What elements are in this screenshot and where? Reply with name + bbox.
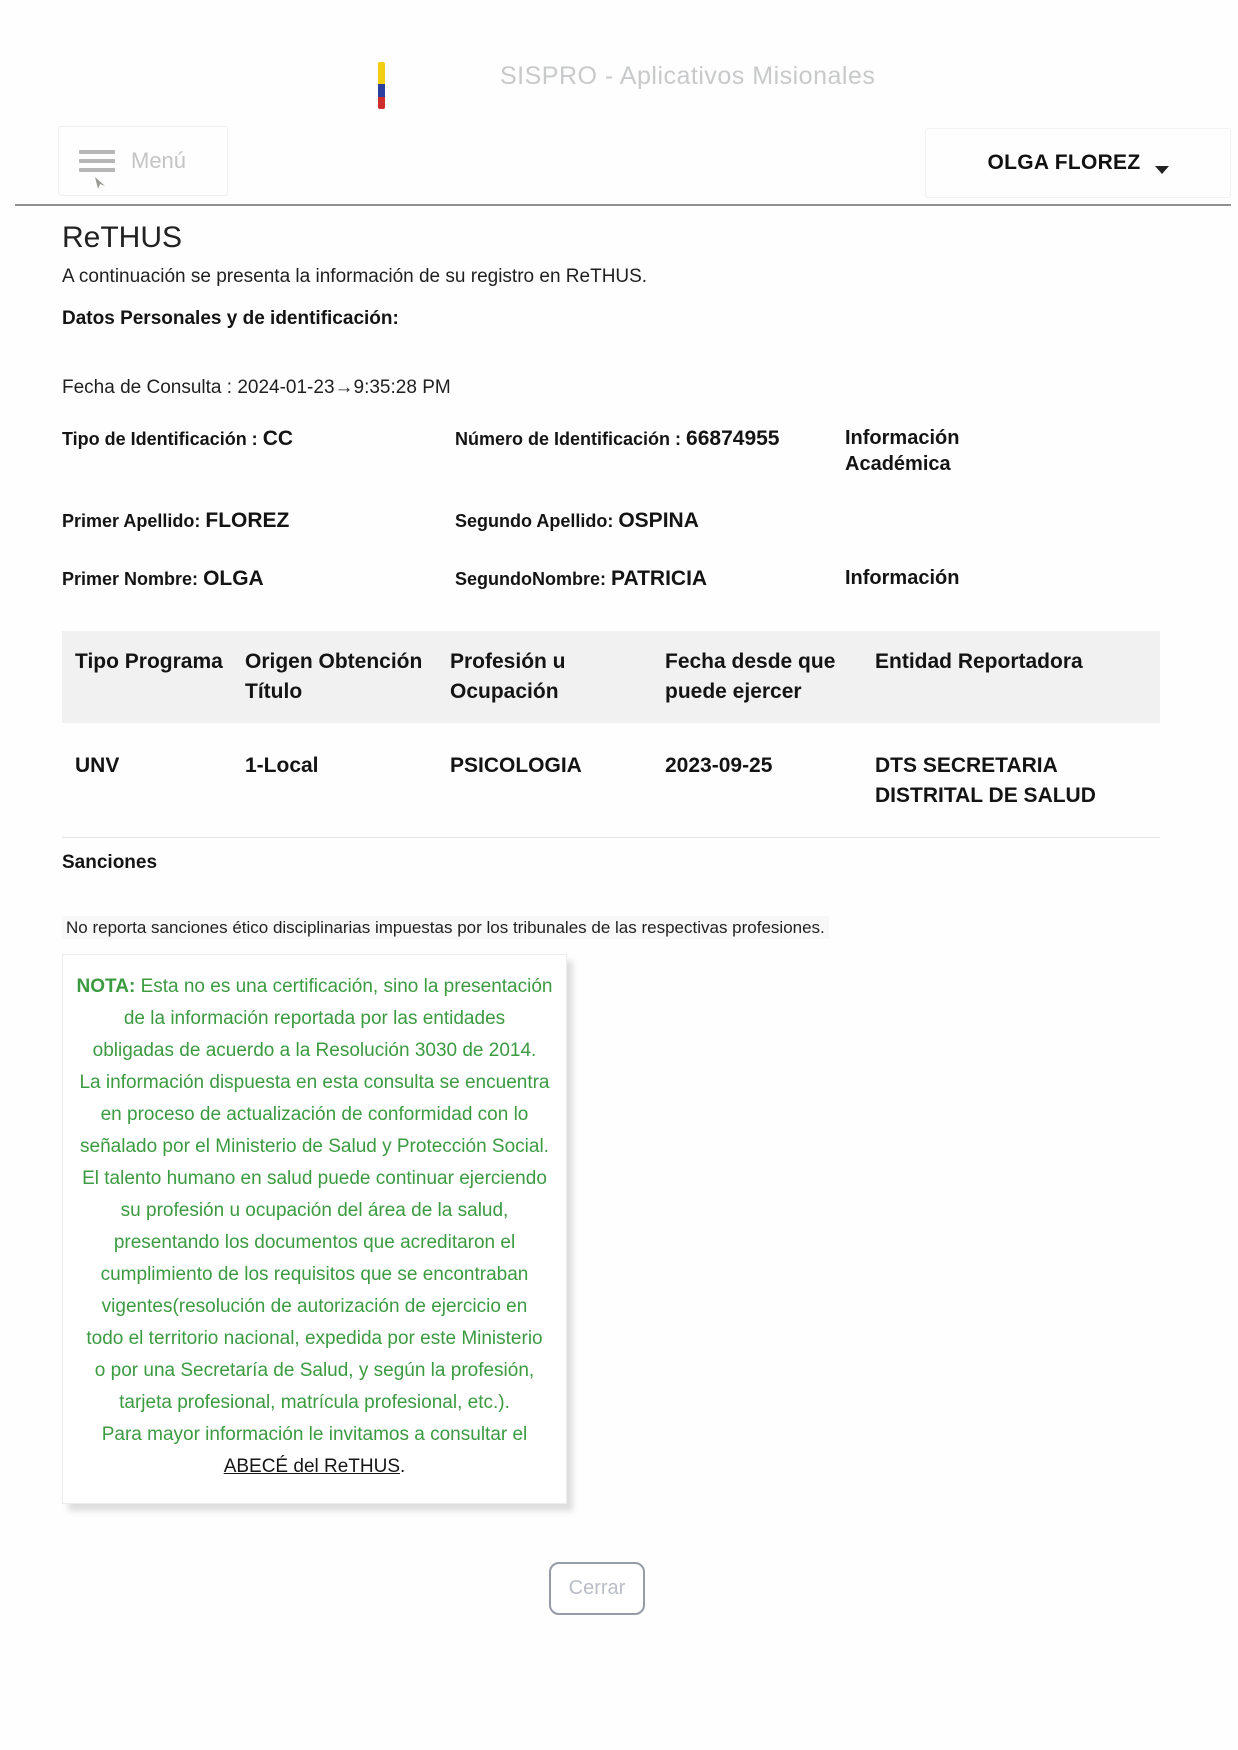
header-divider — [15, 204, 1231, 206]
nota-label: NOTA: — [76, 975, 136, 997]
nota-line: o por una Secretaría de Salud, y según la profesión, — [94, 1359, 535, 1381]
mouse-cursor-icon — [92, 176, 108, 192]
main-content — [62, 221, 1160, 1615]
menu-button-label: Menú — [131, 148, 187, 173]
nota-link-line: ABECÉ del ReTHUS. — [223, 1455, 406, 1477]
nota-line: de la información reportada por las entidades — [123, 1007, 506, 1029]
menu-button[interactable] — [58, 126, 228, 196]
abece-rethus-link[interactable]: ABECÉ del ReTHUS — [223, 1455, 401, 1477]
page-title: ReTHUS — [62, 221, 183, 254]
hamburger-icon — [79, 150, 115, 172]
field-value: 66874955 — [686, 426, 780, 450]
column-header: Entidad Reportadora — [875, 649, 1083, 673]
sanciones-empty-text: No reporta sanciones ético disciplinarias impuestas por los tribunales de las respectivas profesiones. — [62, 918, 1160, 938]
nota-line: tarjeta profesional, matrícula profesional, etc.). — [119, 1391, 510, 1413]
sanciones-heading: Sanciones — [62, 851, 158, 873]
nota-line: La información dispuesta en esta consulta se encuentra — [79, 1071, 550, 1093]
user-name: OLGA FLOREZ — [987, 151, 1141, 174]
field-value: OSPINA — [618, 508, 699, 532]
column-header: Fecha desde que puede ejercer — [665, 649, 836, 703]
nota-line: cumplimiento de los requisitos que se encontraban — [100, 1263, 529, 1285]
field-label: Primer Nombre: — [62, 568, 199, 589]
info-label: Información — [845, 566, 960, 589]
user-menu-button[interactable] — [925, 128, 1231, 198]
table-row — [62, 723, 1160, 838]
nota-line: presentando los documentos que acreditaron el — [113, 1231, 516, 1253]
nota-line: su profesión u ocupación del área de la salud, — [120, 1199, 509, 1221]
field-segundo-nombre — [455, 565, 845, 593]
nota-line: obligadas de acuerdo a la Resolución 3030 de 2014. — [92, 1039, 537, 1061]
nota-line: El talento humano en salud puede continuar ejerciendo — [82, 1167, 547, 1189]
cell-tipo-programa: UNV — [75, 753, 120, 777]
academic-table — [62, 631, 1160, 838]
personal-data-heading: Datos Personales y de identificación: — [62, 307, 399, 329]
close-button[interactable]: Cerrar — [549, 1562, 646, 1615]
nota-line: vigentes(resolución de autorización de ejercicio en — [101, 1295, 528, 1317]
academic-table-header — [62, 631, 1160, 723]
field-value: PATRICIA — [611, 566, 708, 590]
colombia-flag-icon — [378, 62, 385, 109]
cell-profesion: PSICOLOGIA — [450, 753, 582, 777]
field-label: Segundo Apellido: — [455, 510, 614, 531]
field-value: FLOREZ — [205, 508, 290, 532]
field-label: Primer Apellido: — [62, 510, 201, 531]
consulta-date-value: 2024-01-23→9:35:28 PM — [237, 376, 451, 398]
info-academica-label: Información Académica — [845, 426, 960, 475]
app-title: SISPRO - Aplicativos Misionales — [500, 62, 876, 90]
field-primer-nombre — [62, 565, 455, 593]
cell-fecha-ejercer: 2023-09-25 — [665, 753, 773, 777]
nota-line: Para mayor información le invitamos a consultar el — [101, 1423, 528, 1445]
nota-line: todo el territorio nacional, expedida por este Ministerio — [86, 1327, 543, 1349]
chevron-down-icon — [1155, 166, 1169, 174]
identification-fields — [62, 425, 1160, 593]
field-numero-identificacion — [455, 425, 845, 453]
intro-text: A continuación se presenta la información de su registro en ReTHUS. — [62, 265, 648, 287]
field-label: Número de Identificación : — [455, 428, 682, 449]
nota-line: NOTA: Esta no es una certificación, sino la presentación — [76, 975, 553, 997]
field-label: Tipo de Identificación : — [62, 428, 258, 449]
nota-line: señalado por el Ministerio de Salud y Protección Social. — [80, 1135, 549, 1157]
consulta-date-label: Fecha de Consulta : — [62, 376, 233, 398]
column-header: Profesión u Ocupación — [450, 649, 566, 703]
field-tipo-identificacion — [62, 425, 455, 453]
nota-line: en proceso de actualización de conformidad con lo — [100, 1103, 529, 1125]
column-header: Origen Obtención Título — [245, 649, 423, 703]
cell-origen-obtencion: 1-Local — [245, 753, 319, 777]
nota-box — [62, 954, 567, 1504]
field-label: SegundoNombre: — [455, 568, 606, 589]
cell-entidad-reportadora: DTS SECRETARIA DISTRITAL DE SALUD — [875, 753, 1096, 807]
field-value: OLGA — [203, 566, 264, 590]
field-primer-apellido — [62, 507, 455, 535]
column-header: Tipo Programa — [75, 649, 223, 673]
consulta-date — [62, 377, 1160, 399]
field-value: CC — [262, 426, 294, 450]
field-segundo-apellido — [455, 507, 845, 535]
